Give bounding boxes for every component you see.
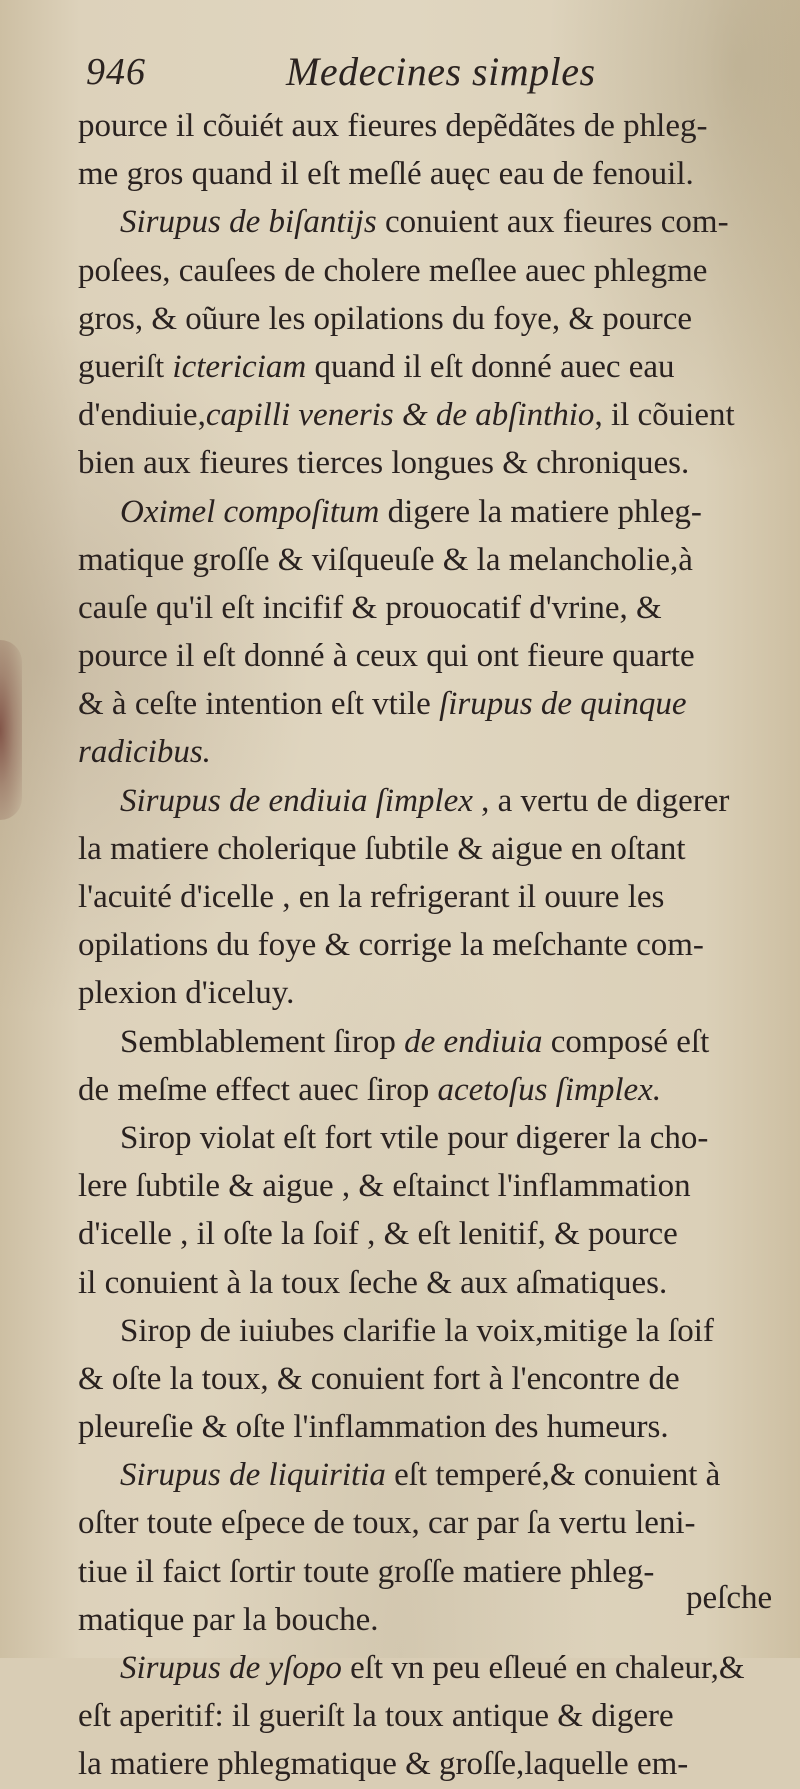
text-segment: pource il cõuiét aux fieures depẽdãtes de phleg- xyxy=(78,108,708,144)
text-line xyxy=(78,969,778,1017)
text-segment: matique par la bouche. xyxy=(78,1601,379,1638)
text-segment: eſt vn peu eſleué en chaleur,& xyxy=(341,1650,745,1686)
running-title: Medecines simples xyxy=(286,49,596,94)
italic-segment: de endiuia xyxy=(404,1023,543,1060)
italic-segment: ictericiam xyxy=(172,348,307,385)
text-line xyxy=(78,536,778,584)
text-line xyxy=(78,584,778,632)
text-line xyxy=(78,1740,778,1788)
text-line xyxy=(78,1066,778,1114)
text-line xyxy=(78,1499,778,1547)
text-line xyxy=(78,488,778,536)
italic-segment: ſirupus de quinque xyxy=(439,686,687,723)
page-edge-stain xyxy=(0,640,22,820)
text-line xyxy=(78,1596,778,1644)
text-segment: Semblablement ſirop xyxy=(120,1023,405,1060)
text-segment: eſt temperé,& conuient à xyxy=(385,1457,721,1494)
text-segment: la matiere phlegmatique & groſſe,laquelle em- xyxy=(78,1746,689,1783)
text-line xyxy=(78,632,778,680)
text-segment: Sirop violat eſt fort vtile pour digerer la cho- xyxy=(120,1119,709,1156)
text-line xyxy=(78,102,778,150)
catchword: peſche xyxy=(686,1580,773,1616)
text-line xyxy=(78,150,778,198)
text-segment: quand il eſt donné auec eau xyxy=(306,348,675,385)
text-line xyxy=(78,1162,778,1210)
text-line xyxy=(78,391,778,439)
text-line xyxy=(78,1307,778,1355)
text-line xyxy=(78,1259,778,1307)
text-segment: la matiere cholerique ſubtile & aigue en oſtant xyxy=(78,830,686,867)
text-segment: lere ſubtile & aigue , & eſtainct l'inflammation xyxy=(78,1168,691,1205)
text-segment: oſter toute eſpece de toux, car par ſa vertu leni- xyxy=(78,1505,696,1542)
italic-segment: Oximel compoſitum xyxy=(120,493,380,530)
text-segment: il conuient à la toux ſeche & aux aſmatiques. xyxy=(78,1264,668,1301)
text-segment: de meſme effect auec ſirop xyxy=(78,1071,438,1108)
text-segment: digere la matiere phleg- xyxy=(379,493,702,530)
text-line xyxy=(78,1355,778,1403)
text-line xyxy=(78,777,778,825)
text-segment: , il cõuient xyxy=(594,397,735,434)
text-line xyxy=(78,825,778,873)
text-line xyxy=(78,439,778,487)
text-segment: & oſte la toux, & conuient fort à l'encontre de xyxy=(78,1360,680,1397)
text-segment: me gros quand il eſt meſlé auęc eau de fenouil. xyxy=(78,156,694,193)
text-segment: d'icelle , il oſte la ſoif , & eſt lenitif, & pource xyxy=(78,1216,678,1253)
text-line xyxy=(78,343,778,391)
text-segment: opilations du foye & corrige la meſchante com- xyxy=(78,927,704,964)
text-segment: gueriſt xyxy=(78,348,173,385)
text-segment: l'acuité d'icelle , en la refrigerant il ouure les xyxy=(78,879,665,915)
text-line xyxy=(78,1548,778,1596)
body-text xyxy=(78,102,778,1789)
text-line xyxy=(78,1210,778,1258)
italic-segment: Sirupus de yſopo xyxy=(120,1650,342,1686)
italic-segment: Sirupus de endiuia ſimplex xyxy=(120,782,473,819)
text-segment: conuient aux fieures com- xyxy=(376,204,729,241)
italic-segment: acetoſus ſimplex. xyxy=(437,1071,662,1108)
italic-segment: capilli veneris & de abſinthio xyxy=(205,397,595,434)
text-line xyxy=(78,247,778,295)
text-segment: tiue il faict ſortir toute groſſe matiere phleg- xyxy=(78,1553,655,1590)
page-number: 946 xyxy=(86,51,146,93)
text-segment: , a vertu de digerer xyxy=(472,782,730,819)
text-line xyxy=(78,198,778,246)
running-head xyxy=(86,42,746,102)
text-line xyxy=(78,921,778,969)
italic-segment: Sirupus de biſantijs xyxy=(120,204,377,241)
text-line xyxy=(78,680,778,728)
text-line xyxy=(78,1114,778,1162)
text-segment: Sirop de iuiubes clarifie la voix,mitige la ſoif xyxy=(120,1312,714,1349)
text-line xyxy=(78,728,778,776)
text-segment: pource il eſt donné à ceux qui ont fieure quarte xyxy=(78,638,695,675)
text-line xyxy=(78,873,778,921)
text-segment: matique groſſe & viſqueuſe & la melancholie,à xyxy=(78,541,693,578)
text-segment: & à ceſte intention eſt vtile xyxy=(78,686,440,723)
text-segment: composé eſt xyxy=(542,1023,710,1060)
text-line xyxy=(78,1451,778,1499)
text-line xyxy=(78,1692,778,1740)
italic-segment: radicibus. xyxy=(78,734,211,771)
text-segment: eſt aperitif: il gueriſt la toux antique & digere xyxy=(78,1698,674,1735)
italic-segment: Sirupus de liquiritia xyxy=(120,1457,386,1494)
text-line xyxy=(78,1644,778,1692)
text-segment: d'endiuie, xyxy=(78,397,206,434)
text-line xyxy=(78,1403,778,1451)
text-segment: gros, & oũure les opilations du foye, & pource xyxy=(78,300,693,337)
text-segment: cauſe qu'il eſt incifif & prouocatif d'vrine, & xyxy=(78,589,662,626)
text-line xyxy=(78,1018,778,1066)
text-segment: plexion d'iceluy. xyxy=(78,975,295,1012)
text-line xyxy=(78,295,778,343)
text-segment: bien aux fieures tierces longues & chroniques. xyxy=(78,445,690,482)
text-segment: pleureſie & oſte l'inflammation des humeurs. xyxy=(78,1409,669,1446)
text-segment: poſees, cauſees de cholere meſlee auec phlegme xyxy=(78,252,708,289)
